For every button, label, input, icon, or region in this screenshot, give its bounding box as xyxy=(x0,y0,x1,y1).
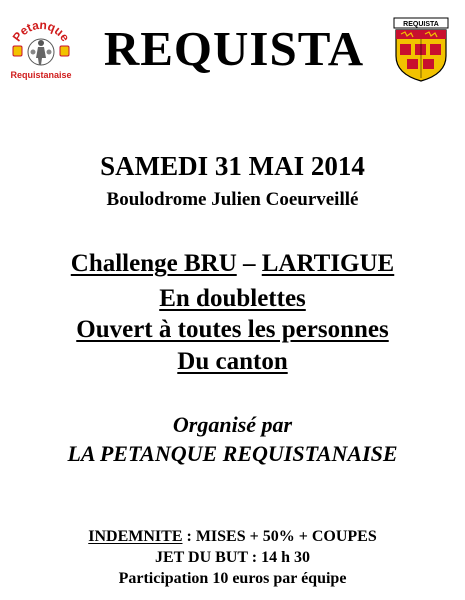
logo-bottom-text: Requistanaise xyxy=(10,70,72,80)
indemnite-label: INDEMNITE xyxy=(88,528,183,545)
requista-coat-of-arms-icon xyxy=(393,16,449,82)
page-title: REQUISTA xyxy=(103,21,365,76)
petanque-club-logo-icon xyxy=(6,18,76,88)
challenge-area xyxy=(0,348,465,376)
challenge-dash: – xyxy=(236,250,262,277)
challenge-format-text: En doublettes xyxy=(159,285,306,312)
challenge-area-text: Du canton xyxy=(177,348,288,375)
challenge-open-to xyxy=(0,316,465,344)
participation: Participation 10 euros par équipe xyxy=(118,570,347,587)
coat-of-arms-text: REQUISTA xyxy=(403,21,439,28)
organizer-label: Organisé par xyxy=(172,412,293,437)
logo-top-text: Petanque xyxy=(9,18,73,45)
indemnite-value: : MISES + 50% + COUPES xyxy=(182,528,377,545)
event-venue: Boulodrome Julien Coeurveillé xyxy=(106,189,359,210)
organizer-name: LA PETANQUE REQUISTANAISE xyxy=(67,441,398,466)
event-date: SAMEDI 31 MAI 2014 xyxy=(100,151,365,181)
challenge-format xyxy=(0,285,465,313)
indemnite-line xyxy=(0,528,465,546)
challenge-name-part2: LARTIGUE xyxy=(261,250,395,277)
challenge-name xyxy=(0,250,465,278)
challenge-open-to-text: Ouvert à toutes les personnes xyxy=(76,316,389,343)
jet-du-but: JET DU BUT : 14 h 30 xyxy=(155,549,310,566)
challenge-name-part1: Challenge BRU xyxy=(70,250,237,277)
